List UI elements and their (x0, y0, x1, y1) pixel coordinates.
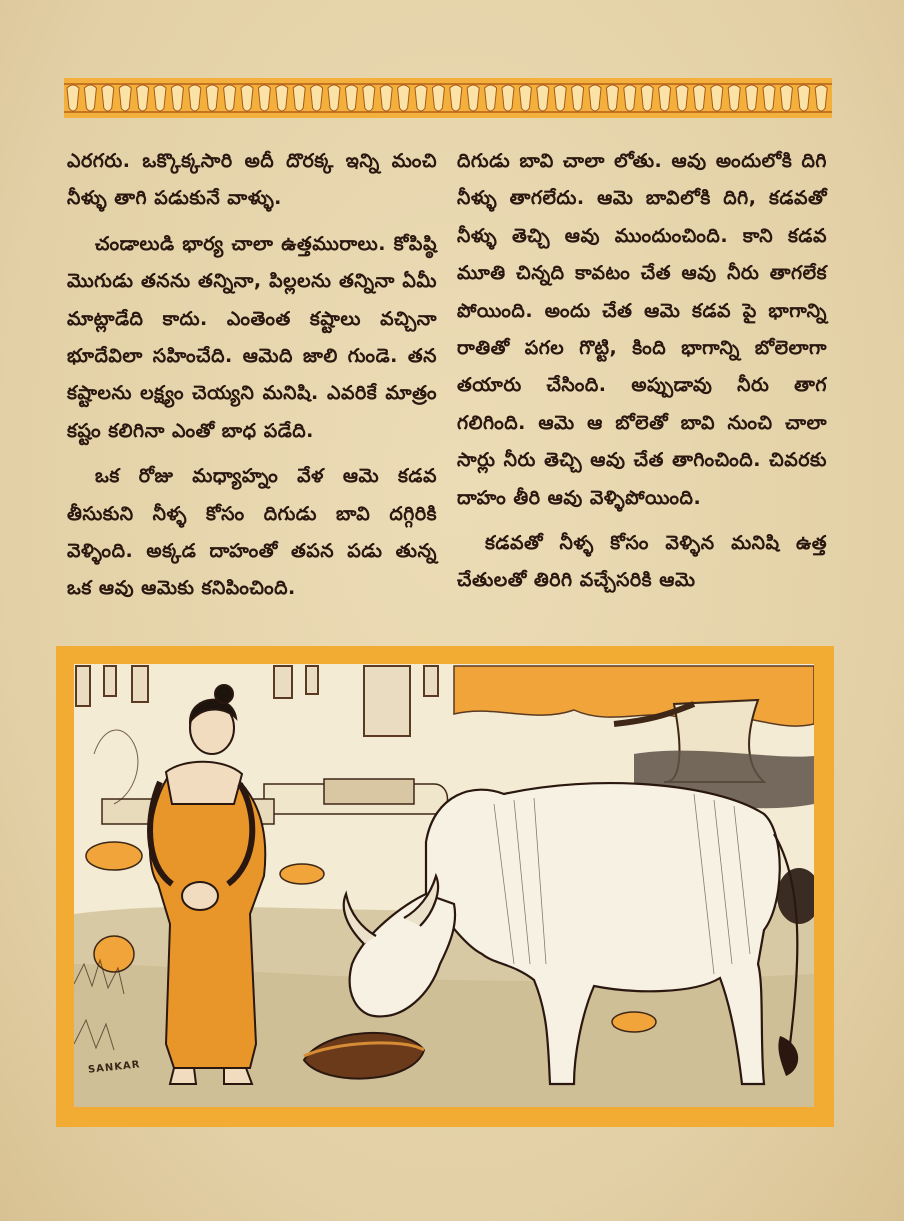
border-motif (728, 85, 740, 111)
border-motif (328, 85, 340, 111)
border-motif (798, 85, 810, 111)
border-motif (241, 85, 253, 111)
border-motif (659, 85, 671, 111)
border-motif (432, 85, 444, 111)
border-motif (119, 85, 131, 111)
decorative-header-border (64, 78, 832, 118)
border-motif (345, 85, 357, 111)
border-motif (467, 85, 479, 111)
border-motif (84, 85, 96, 111)
border-motif (154, 85, 166, 111)
border-motif (572, 85, 584, 111)
border-motif (676, 85, 688, 111)
border-motif (641, 85, 653, 111)
border-motif (554, 85, 566, 111)
text-column-right (457, 143, 827, 600)
border-motif (380, 85, 392, 111)
border-motif (780, 85, 792, 111)
paragraph: చండాలుడి భార్య చాలా ఉత్తమురాలు. కోపిష్ఠి మొగుడు తనను తన్నినా, పిల్లలను తన్నినా ఏమీ మాట్లాడేది కాదు. ఎంతెంత కష్టాలు వచ్చినా భూదేవిలా సహించేది. ఆమెది జాలి గుండె. తన కష్టాలను లక్ష్యం చెయ్యని మనిషి. ఎవరికే మాత్రం కష్టం కలిగినా ఎంతో బాధ పడేది. (67, 232, 437, 442)
border-motif (589, 85, 601, 111)
border-motif (815, 85, 827, 111)
border-motif (502, 85, 514, 111)
border-motif (711, 85, 723, 111)
text-column-left (67, 143, 437, 608)
border-motif (137, 85, 149, 111)
paragraph: ఎరగరు. ఒక్కొక్కసారి అదీ దొరక్క ఇన్ని మంచి నీళ్ళు తాగి పడుకునే వాళ్ళు. (67, 150, 437, 210)
illustration-frame (56, 646, 834, 1127)
border-motif (189, 85, 201, 111)
border-motif (746, 85, 758, 111)
border-motif (485, 85, 497, 111)
border-motif (311, 85, 323, 111)
border-motif (450, 85, 462, 111)
border-motif (206, 85, 218, 111)
border-motif (415, 85, 427, 111)
border-motif (693, 85, 705, 111)
border-motif (519, 85, 531, 111)
paragraph: దిగుడు బావి చాలా లోతు. ఆవు అందులోకి దిగి నీళ్ళు తాగలేదు. ఆమె బావిలోకి దిగి, కడవతో నీళ్ళు తెచ్చి ఆవు ముందుంచింది. కాని కడవ మూతి చిన్నది కావటం చేత ఆవు నీరు తాగలేక పోయింది. అందు చేత ఆమె కడవ పై భాగాన్ని రాతితో పగల గొట్టి, కింది భాగాన్ని బోలెలాగా తయారు చేసింది. అప్పుడావు నీరు తాగ గలిగింది. ఆమె ఆ బోలెతో బావి నుంచి చాలా సార్లు నీరు తెచ్చి ఆవు చేత తాగించింది. చివరకు దాహం తీరి ఆవు వెళ్ళిపోయింది. (457, 150, 827, 509)
border-motif (606, 85, 618, 111)
paragraph: ఒక రోజు మధ్యాహ్నం వేళ ఆమె కడవ తీసుకుని నీళ్ళ కోసం దిగుడు బావి దగ్గిరికి వెళ్ళింది. అక్కడ దాహంతో తపన పడు తున్న ఒక ఆవు ఆమెకు కనిపించింది. (67, 465, 437, 600)
artist-signature: SANKAR (87, 1059, 141, 1076)
border-motif (102, 85, 114, 111)
border-motif (763, 85, 775, 111)
border-motif (224, 85, 236, 111)
paragraph: కడవతో నీళ్ళ కోసం వెళ్ళిన మనిషి ఉత్త చేతులతో తిరిగి వచ్చేసరికి ఆమె (457, 532, 827, 592)
border-motif (67, 85, 79, 111)
border-motif (258, 85, 270, 111)
border-motif (276, 85, 288, 111)
border-motif (537, 85, 549, 111)
border-motif (363, 85, 375, 111)
illustration-woman-and-cow (74, 664, 814, 1107)
border-motif (398, 85, 410, 111)
border-motif (171, 85, 183, 111)
border-motif (624, 85, 636, 111)
border-motif (293, 85, 305, 111)
